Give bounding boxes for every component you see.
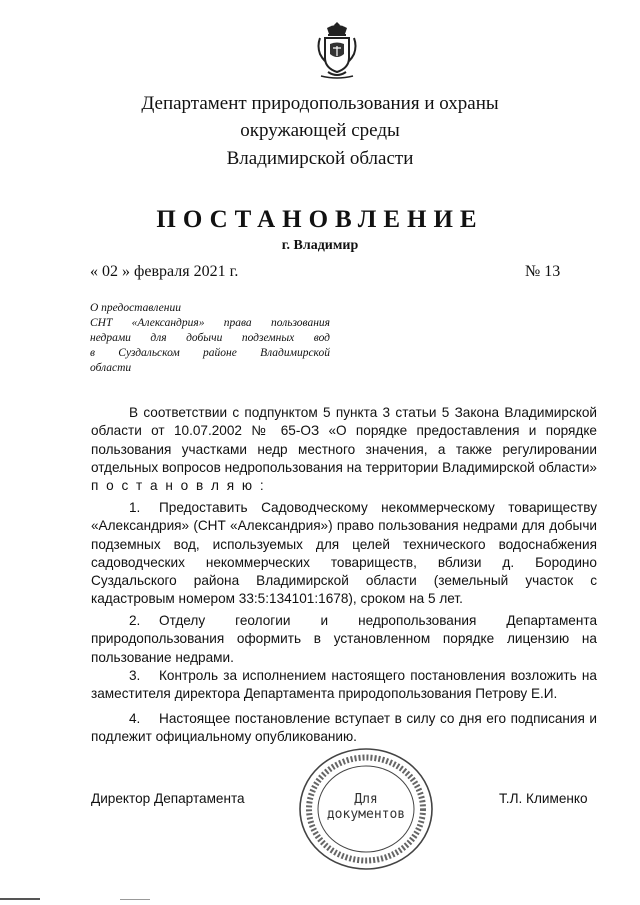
document-number: № 13 — [525, 263, 561, 280]
subject-line: СНТ «Александрия» права пользования — [90, 317, 330, 329]
preamble-text: В соответствии с подпунктом 5 пункта 3 статьи 5 Закона Владимирской области от 10.07.2002 № 65-ОЗ «О порядке предоставления и порядке пользования участками недр местного значения, а также регулировании отдельных вопросов недропользования на территории Владимирской области» — [91, 405, 597, 475]
signatory-position: Директор Департамента — [91, 791, 245, 806]
clause-number: 3. — [129, 668, 141, 683]
department-name-line3: Владимирской области — [226, 148, 414, 169]
subject-line: области — [90, 362, 132, 374]
clause-number: 1. — [129, 500, 141, 515]
clause-number: 2. — [129, 613, 141, 628]
official-stamp — [296, 745, 436, 873]
clause-text: Отделу геологии и недропользования Департамента природопользования оформить в установленном порядке лицензию на пользование недрами. — [91, 613, 597, 665]
stamp-label-line1: Для — [354, 792, 378, 807]
coat-of-arms-emblem — [316, 20, 358, 80]
preamble-paragraph — [91, 404, 597, 495]
clause-1 — [91, 499, 597, 609]
department-name-line1: Департамент природопользования и охраны — [141, 93, 499, 114]
subject-line: в Суздальском районе Владимирской — [90, 347, 330, 359]
document-city: г. Владимир — [281, 238, 359, 253]
subject-line: недрами для добычи подземных вод — [90, 332, 330, 344]
decree-word: п о с т а н о в л я ю : — [91, 478, 266, 494]
department-name-line2: окружающей среды — [240, 120, 400, 141]
clause-2 — [91, 612, 597, 667]
clause-3 — [91, 667, 597, 704]
scan-edge-mark — [0, 898, 40, 900]
clause-text: Предоставить Садоводческому некоммерческому товариществу «Александрия» (СНТ «Александрия») право пользования недрами для добычи подземных вод, используемых для целей технического водоснабжения садоводческих некоммерческих товариществ, вблизи д. Бородино Суздальского района Владимирской области (земельный участок с кадастровым номером 33:5:134101:1678), сроком на 5 лет. — [91, 500, 597, 607]
clause-text: Настоящее постановление вступает в силу со дня его подписания и подлежит официальному опубликованию. — [91, 711, 597, 745]
document-title: ПОСТАНОВЛЕНИЕ — [156, 206, 484, 233]
signatory-name: Т.Л. Клименко — [499, 791, 588, 806]
stamp-label-line2: документов — [326, 807, 406, 822]
document-date: « 02 » февраля 2021 г. — [90, 263, 239, 280]
scan-edge-mark — [120, 899, 150, 900]
document-subject — [90, 301, 330, 376]
clause-4 — [91, 710, 597, 747]
clause-text: Контроль за исполнением настоящего постановления возложить на заместителя директора Департамента природопользования Петрову Е.И. — [91, 668, 597, 702]
subject-line: О предоставлении — [90, 302, 181, 314]
clause-number: 4. — [129, 711, 141, 726]
